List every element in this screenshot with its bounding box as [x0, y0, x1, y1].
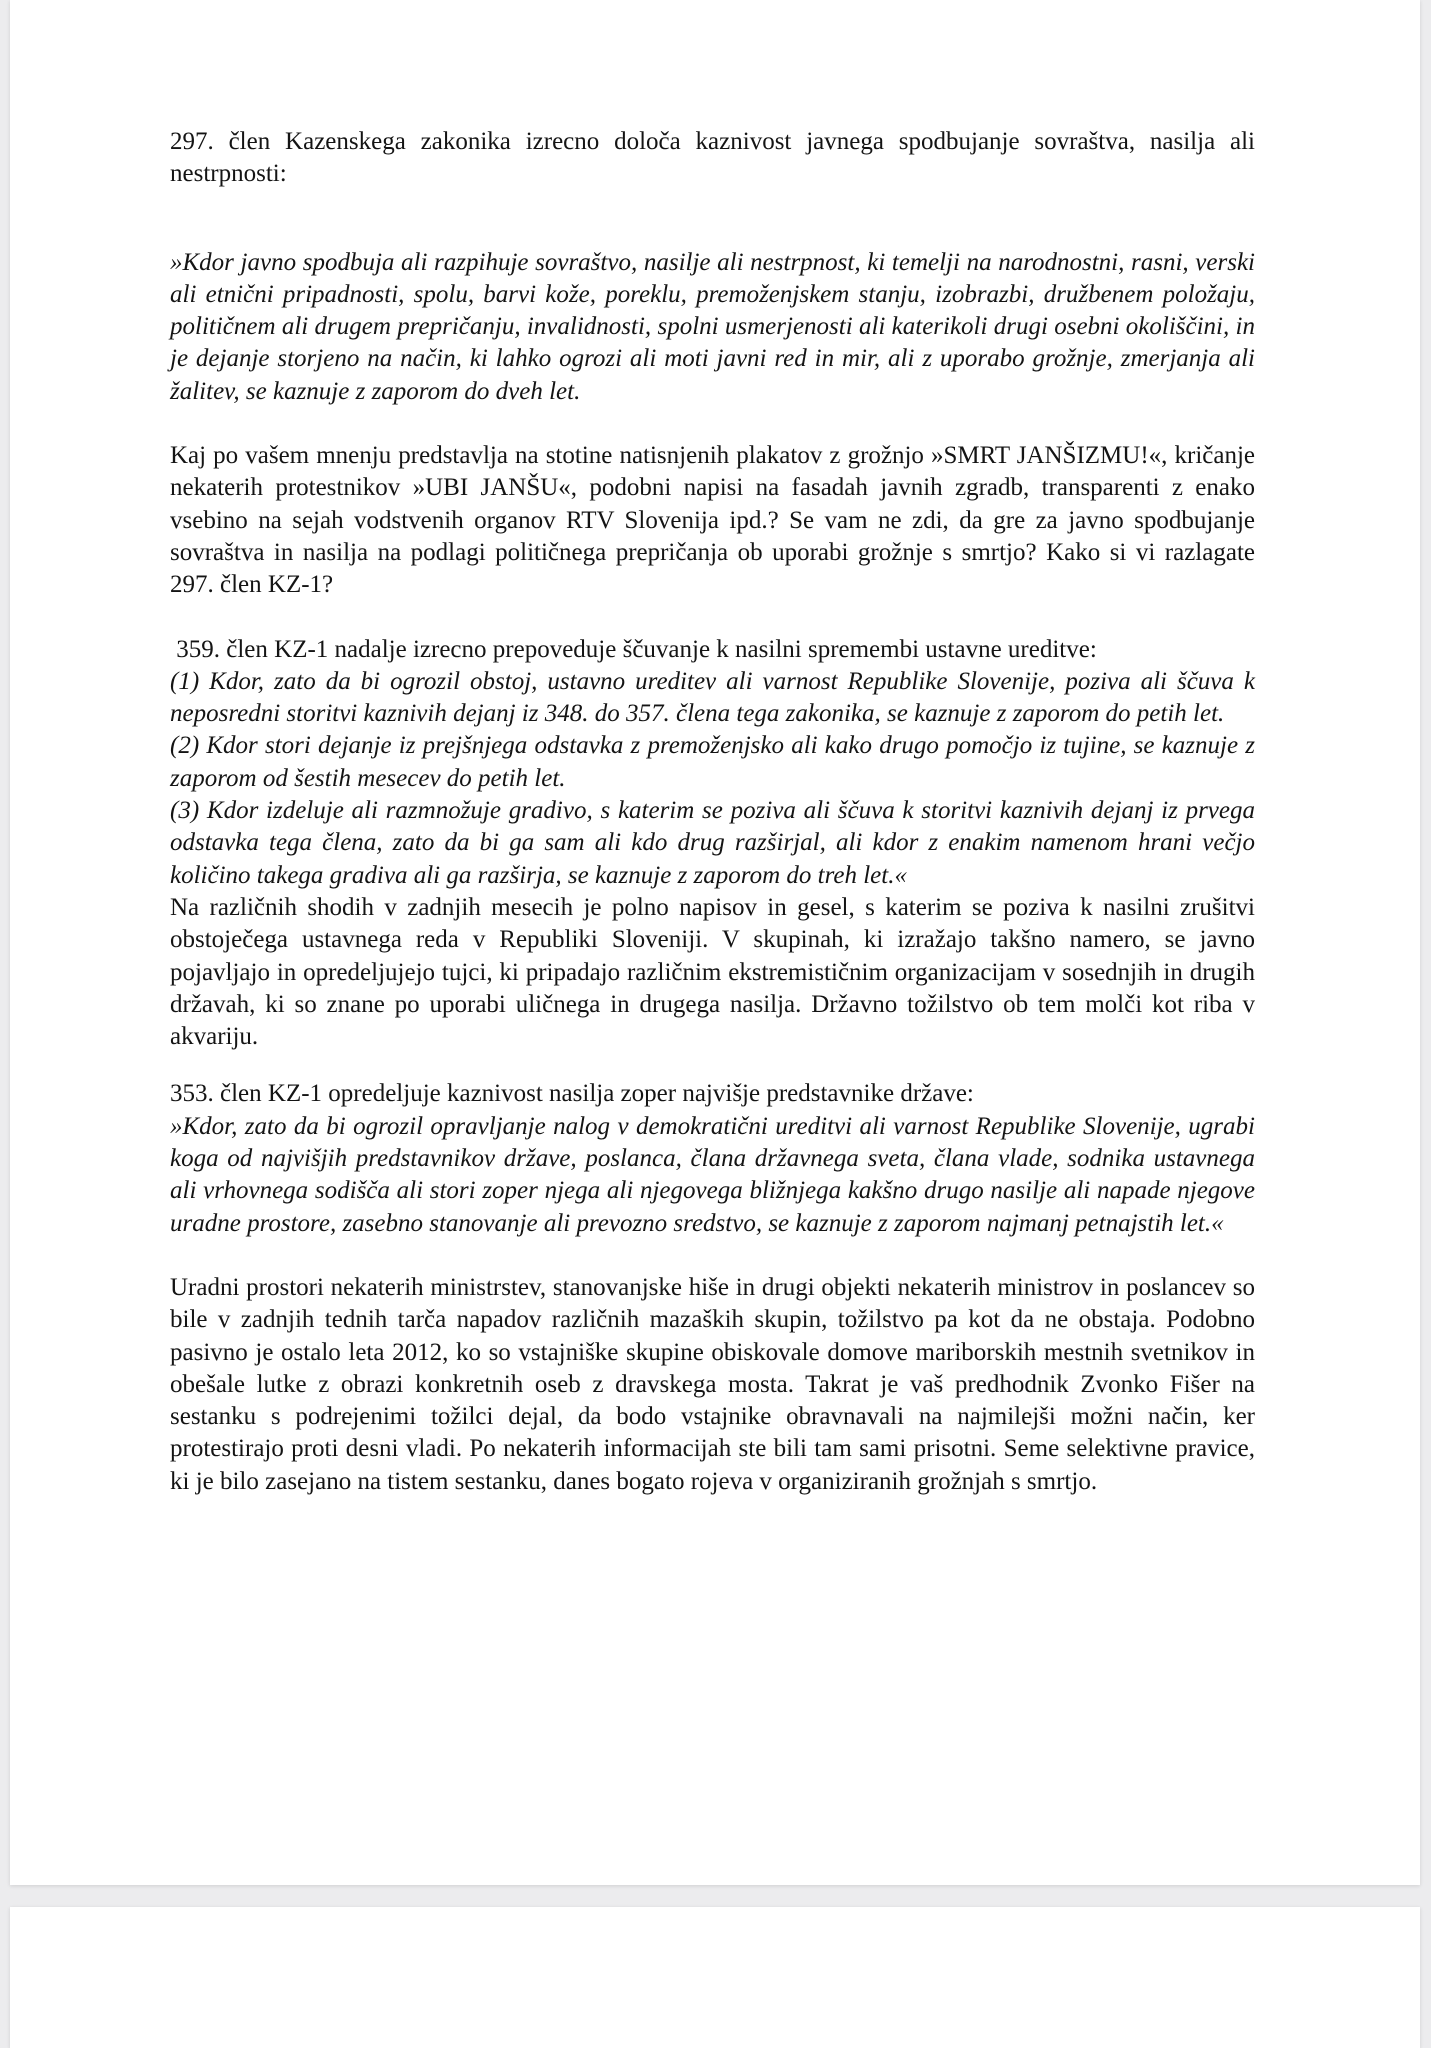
- paragraph-question-297: Kaj po vašem mnenju predstavlja na stotine natisnjenih plakatov z grožnjo »SMRT JANŠIZMU!«, kričanje nekaterih protestnikov »UBI JANŠU«, podobni napisi na fasadah javnih zgradb, transparenti z enako vsebino na sejah vodstvenih organov RTV Slovenija ipd.? Se vam ne zdi, da gre za javno spodbujanje sovraštva in nasilja na podlagi političnega prepričanja ob uporabi grožnje s smrtjo? Kako si vi razlagate 297. člen KZ-1?: [170, 442, 1255, 599]
- document-page: [10, 0, 1420, 1885]
- paragraph-art-359-intro: 359. člen KZ-1 nadalje izrecno prepoveduje ščuvanje k nasilni spremembi ustavne ureditve:: [170, 635, 1097, 663]
- quote-art-359-para-1: (1) Kdor, zato da bi ogrozil obstoj, ustavno ureditev ali varnost Republike Slovenije, poziva ali ščuva k neposredni storitvi kaznivih dejanj iz 348. do 357. člena tega zakonika, se kaznuje z zaporom do petih let.: [170, 667, 1255, 728]
- quote-art-359-para-3: (3) Kdor izdeluje ali razmnožuje gradivo, s katerim se poziva ali ščuva k storitvi kaznivih dejanj iz prvega odstavka tega člena, zato da bi ga sam ali kdo drug razširjal, ali kdor z enakim namenom hrani večjo količino takega gradiva ali ga razširja, se kaznuje z zaporom do treh let.«: [170, 797, 1255, 889]
- paragraph-art-297-intro: 297. člen Kazenskega zakonika izrecno določa kaznivost javnega spodbujanje sovraštva, nasilja ali nestrpnosti:: [170, 128, 1255, 188]
- quote-art-353: »Kdor, zato da bi ogrozil opravljanje nalog v demokratični ureditvi ali varnost Republike Slovenije, ugrabi koga od najvišjih predstavnikov države, poslanca, člana državnega sveta, člana vlade, sodnika ustavnega ali vrhovnega sodišča ali stori zoper njega ali njegovega bližnjega kakšno drugo nasilje ali napade njegove uradne prostore, zasebno stanovanje ali prevozno sredstvo, se kaznuje z zaporom najmanj petnajstih let.«: [170, 1112, 1255, 1237]
- quote-art-359-para-2: (2) Kdor stori dejanje iz prejšnjega odstavka z premoženjsko ali kako drugo pomočjo iz tujine, se kaznuje z zaporom od šestih mesecev do petih let.: [170, 732, 1255, 792]
- quote-art-297: »Kdor javno spodbuja ali razpihuje sovraštvo, nasilje ali nestrpnost, ki temelji na narodnostni, rasni, verski ali etnični pripadnosti, spolu, barvi kože, poreklu, premoženjskem stanju, izobrazbi, družbenem položaju, političnem ali drugem prepričanju, invalidnosti, spolni usmerjenosti ali katerikoli drugi osebni okoliščini, in je dejanje storjeno na način, ki lahko ogrozi ali moti javni red in mir, ali z uporabo grožnje, zmerjanja ali žalitev, se kaznuje z zaporom do dveh let.: [170, 248, 1255, 405]
- next-page: [10, 1907, 1420, 2048]
- paragraph-attacks: Uradni prostori nekaterih ministrstev, stanovanjske hiše in drugi objekti nekaterih ministrov in poslancev so bile v zadnjih tednih tarča napadov različnih mazaških skupin, tožilstvo pa kot da ne obstaja. Podobno pasivno je ostalo leta 2012, ko so vstajniške skupine obiskovale domove mariborskih mestnih svetnikov in obešale lutke z obrazi konkretnih oseb z dravskega mosta. Takrat je vaš predhodnik Zvonko Fišer na sestanku s podrejenimi tožilci dejal, da bodo vstajnike obravnavali na najmilejši možni način, ker protestirajo proti desni vladi. Po nekaterih informacijah ste bili tam sami prisotni. Seme selektivne pravice, ki je bilo zasejano na tistem sestanku, danes bogato rojeva v organiziranih grožnjah s smrtjo.: [170, 1273, 1255, 1495]
- document-body: [170, 126, 1255, 1498]
- paragraph-art-353-intro: 353. člen KZ-1 opredeljuje kaznivost nasilja zoper najvišje predstavnike države:: [170, 1080, 974, 1108]
- paragraph-rallies: Na različnih shodih v zadnjih mesecih je polno napisov in gesel, s katerim se poziva k nasilni zrušitvi obstoječega ustavnega reda v Republiki Sloveniji. V skupinah, ki izražajo takšno namero, se javno pojavljajo in opredeljujejo tujci, ki pripadajo različnim ekstremističnim organizacijam v sosednjih in drugih državah, ki so znane po uporabi uličnega in drugega nasilja. Državno tožilstvo ob tem molči kot riba v akvariju.: [170, 893, 1255, 1051]
